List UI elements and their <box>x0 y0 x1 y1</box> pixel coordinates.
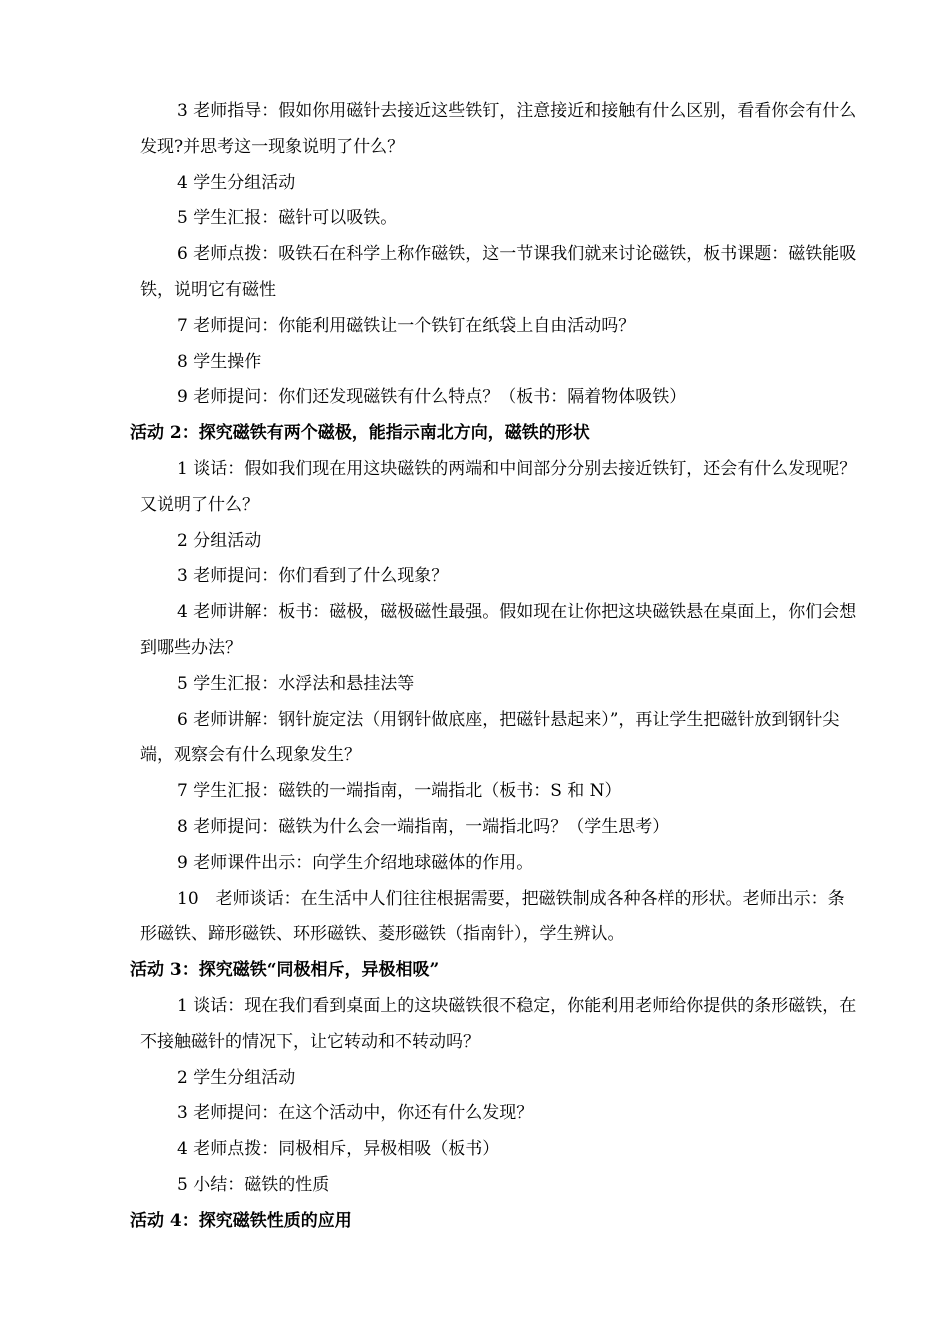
paragraph-teacher-guide: 3 老师指导：假如你用磁针去接近这些铁钉，注意接近和接触有什么区别，看看你会有什么发现?并思考这一现象说明了什么？ <box>140 101 857 157</box>
paragraph-teacher-hint-2: 4 老师点拨：同极相斥，异极相吸（板书） <box>177 1139 500 1160</box>
paragraph-group-activity-1: 4 学生分组活动 <box>177 172 296 193</box>
paragraph-summary: 5 小结：磁铁的性质 <box>177 1174 330 1195</box>
paragraph-teacher-question-5: 3 老师提问：在这个活动中，你还有什么发现？ <box>177 1103 534 1124</box>
heading-activity-3: 活动 3：探究磁铁“同极相斥，异极相吸” <box>130 960 440 981</box>
paragraph-talk-2: 1 谈话：现在我们看到桌面上的这块磁铁很不稳定，你能利用老师给你提供的条形磁铁，在不接触磁针的情况下，让它转动和不转动吗？ <box>140 995 857 1052</box>
paragraph-student-report-3: 7 学生汇报：磁铁的一端指南，一端指北（板书：S 和 N） <box>177 781 622 802</box>
paragraph-student-report-1: 5 学生汇报：磁针可以吸铁。 <box>177 208 398 229</box>
paragraph-teacher-question-1: 7 老师提问：你能利用磁铁让一个铁钉在纸袋上自由活动吗？ <box>177 315 636 336</box>
paragraph-student-report-2: 5 学生汇报：水浮法和悬挂法等 <box>177 673 415 694</box>
paragraph-teacher-question-4: 8 老师提问：磁铁为什么会一端指南，一端指北吗？（学生思考） <box>177 816 670 837</box>
paragraph-teacher-explain-2: 6 老师讲解：钢针旋定法（用钢针做底座，把磁针悬起来）”，再让学生把磁针放到钢针尖端，观察会有什么现象发生？ <box>140 709 840 766</box>
heading-activity-2: 活动 2：探究磁铁有两个磁极，能指示南北方向，磁铁的形状 <box>130 423 590 444</box>
paragraph-talk-1: 1 谈话：假如我们现在用这块磁铁的两端和中间部分分别去接近铁钉，还会有什么发现呢？又说明了什么？ <box>140 458 857 515</box>
paragraph-teacher-hint-1: 6 老师点拨：吸铁石在科学上称作磁铁，这一节课我们就来讨论磁铁，板书课题：磁铁能吸铁，说明它有磁性 <box>140 244 857 300</box>
paragraph-teacher-explain-1: 4 老师讲解：板书：磁极，磁极磁性最强。假如现在让你把这块磁铁悬在桌面上，你们会想到哪些办法？ <box>140 602 857 658</box>
paragraph-student-operate: 8 学生操作 <box>177 351 262 372</box>
document-body <box>130 94 860 1240</box>
paragraph-courseware: 9 老师课件出示：向学生介绍地球磁体的作用。 <box>177 852 534 873</box>
paragraph-teacher-question-3: 3 老师提问：你们看到了什么现象？ <box>177 566 449 587</box>
paragraph-teacher-question-2: 9 老师提问：你们还发现磁铁有什么特点？（板书：隔着物体吸铁） <box>177 387 687 408</box>
paragraph-teacher-talk: 10 老师谈话：在生活中人们往往根据需要，把磁铁制成各种各样的形状。老师出示：条形磁铁、蹄形磁铁、环形磁铁、菱形磁铁（指南针），学生辨认。 <box>140 888 845 945</box>
paragraph-group-activity-3: 2 学生分组活动 <box>177 1067 296 1088</box>
heading-activity-4: 活动 4：探究磁铁性质的应用 <box>130 1210 352 1231</box>
paragraph-group-activity-2: 2 分组活动 <box>177 530 262 551</box>
